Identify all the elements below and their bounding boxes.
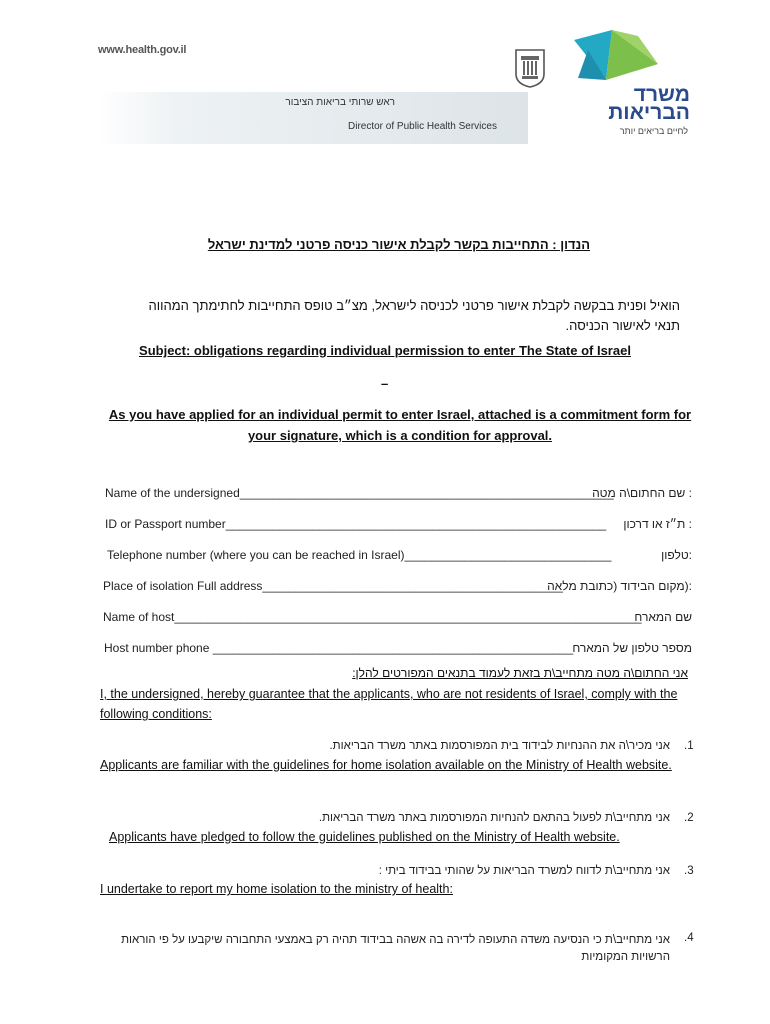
item-3-hebrew: אני מתחייב\ת לדווח למשרד הבריאות על שהותי בבידוד ביתי :	[378, 865, 670, 877]
guarantee-english: I, the undersigned, hereby guarantee that the applicants, who are not residents of Israel, comply with the following conditions:	[100, 687, 678, 721]
logo-wordmark	[608, 83, 690, 124]
state-emblem-icon	[512, 48, 548, 88]
guarantee-hebrew: אני החתום\ה מטה מתחייב\ת בזאת לעמוד בתנאים המפורטים להלן:	[352, 666, 688, 680]
item-4-number: .4	[684, 932, 694, 944]
logo-tagline: לחיים בריאים יותר	[619, 126, 688, 136]
item-1-number: .1	[684, 740, 694, 752]
subject-english: Subject: obligations regarding individual permission to enter The State of Israel	[139, 343, 631, 358]
site-url: www.health.gov.il	[98, 44, 187, 56]
field-host-name[interactable]: Name of host______________________________________________________________________	[103, 610, 642, 624]
field-isolation-address-hebrew: :(מקום הבידוד (כתובת מלאה	[547, 579, 692, 593]
field-id-passport-hebrew: : ת״ז או דרכון	[623, 517, 692, 531]
subject-hebrew: הנדון : התחייבות בקשר לקבלת אישור כניסה פרטני למדינת ישראל	[207, 237, 590, 252]
banner-english-title: Director of Public Health Services	[348, 121, 497, 132]
item-2-number: .2	[684, 812, 694, 824]
item-2-english: Applicants have pledged to follow the guidelines published on the Ministry of Health website.	[109, 830, 620, 844]
intro-hebrew: הואיל ופנית בבקשה לקבלת אישור פרטני לכניסה לישראל, מצ״ב טופס התחייבות לחתימתך המהווה תנאי לאישור הכניסה.	[148, 298, 680, 333]
field-name-undersigned[interactable]: Name of the undersigned________________________________________________________	[105, 486, 614, 500]
logo-line-2: הבריאות	[608, 101, 690, 124]
field-host-phone-hebrew: מספר טלפון של המארח	[572, 641, 692, 655]
separator-dash: –	[381, 376, 389, 391]
item-3-english: I undertake to report my home isolation to the ministry of health:	[100, 882, 453, 896]
field-name-undersigned-hebrew: : שם החתום\ה מטה	[592, 486, 692, 500]
field-telephone[interactable]: Telephone number (where you can be reached in Israel)_______________________________	[107, 548, 612, 562]
item-2-hebrew: אני מתחייב\ת לפעול בהתאם להנחיות המפורסמות באתר משרד הבריאות.	[318, 812, 670, 824]
item-1-english: Applicants are familiar with the guidelines for home isolation available on the Ministry of Health website.	[100, 758, 672, 772]
item-3-number: .3	[684, 865, 694, 877]
field-host-name-hebrew: שם המארח	[634, 610, 692, 624]
banner-hebrew-title: ראש שרותי בריאות הציבור	[285, 97, 395, 108]
applied-english: As you have applied for an individual permit to enter Israel, attached is a commitment form for your signature, which is a condition for approval.	[108, 407, 692, 443]
field-isolation-address[interactable]: Place of isolation Full address_____________________________________________	[103, 579, 563, 593]
item-4-hebrew: אני מתחייב\ת כי הנסיעה משדה התעופה לדירה בה אשהה בבידוד תהיה רק באמצעי התחבורה שיקבעו על פי הוראות הרשויות המקומיות	[121, 934, 670, 963]
field-telephone-hebrew: :טלפון	[661, 548, 692, 562]
logo-line-1: משרד	[633, 83, 690, 106]
field-id-passport[interactable]: ID or Passport number_________________________________________________________	[105, 517, 607, 531]
item-1-hebrew: אני מכיר\ה את ההנחיות לבידוד בית המפורסמות באתר משרד הבריאות.	[329, 740, 670, 752]
field-host-phone[interactable]: Host number phone ______________________________________________________	[104, 641, 574, 655]
